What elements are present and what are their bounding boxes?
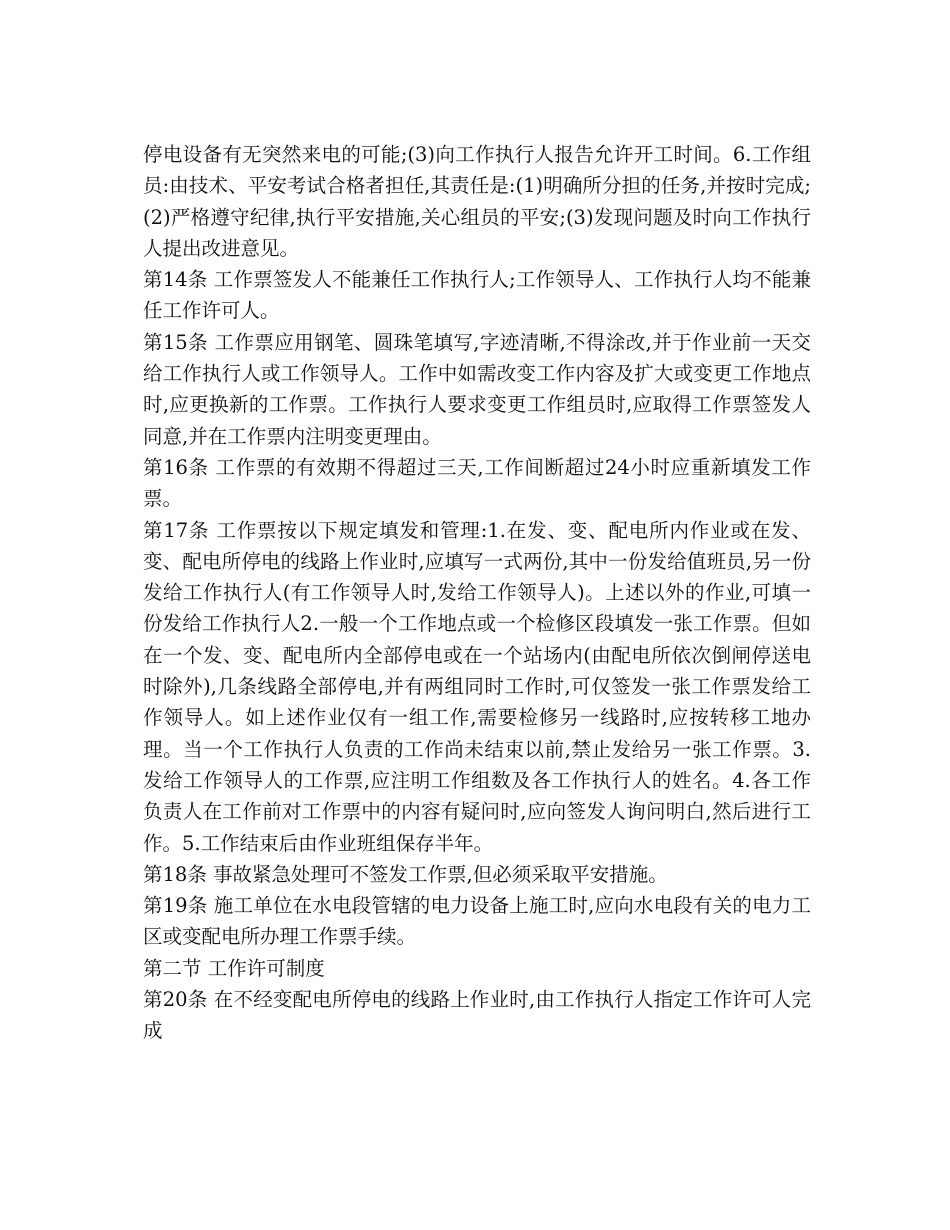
paragraph-article-15: 第15条 工作票应用钢笔、圆珠笔填写,字迹清晰,不得涂改,并于作业前一天交给工作执行人或工作领导人。工作中如需改变工作内容及扩大或变更工作地点时,应更换新的工作票。工作执行人要求变更工作组员时,应取得工作票签发人同意,并在工作票内注明变更理由。 — [143, 330, 811, 448]
paragraph-article-19: 第19条 施工单位在水电段管辖的电力设备上施工时,应向水电段有关的电力工区或变配电所办理工作票手续。 — [143, 894, 811, 949]
paragraph-article-17: 第17条 工作票按以下规定填发和管理:1.在发、变、配电所内作业或在发、变、配电所停电的线路上作业时,应填写一式两份,其中一份发给值班员,另一份发给工作执行人(有工作领导人时,发给工作领导人)。上述以外的作业,可填一份发给工作执行人2.一般一个工作地点或一个检修区段填发一张工作票。但如在一个发、变、配电所内全部停电或在一个站场内(由配电所依次倒闸停送电时除外),几条线路全部停电,并有两组同时工作时,可仅签发一张工作票发给工作领导人。如上述作业仅有一组工作,需要检修另一线路时,应按转移工地办理。当一个工作执行人负责的工作尚未结束以前,禁止发给另一张工作票。3.发给工作领导人的工作票,应注明工作组数及各工作执行人的姓名。4.各工作负责人在工作前对工作票中的内容有疑问时,应向签发人询问明白,然后进行工作。5.工作结束后由作业班组保存半年。 — [143, 518, 811, 855]
paragraph-article-14: 第14条 工作票签发人不能兼任工作执行人;工作领导人、工作执行人均不能兼任工作许可人。 — [143, 268, 811, 323]
paragraph-article-16: 第16条 工作票的有效期不得超过三天,工作间断超过24小时应重新填发工作票。 — [143, 455, 811, 511]
document-body — [143, 139, 811, 1047]
paragraph-article-20: 第20条 在不经变配电所停电的线路上作业时,由工作执行人指定工作许可人完成 — [143, 988, 811, 1043]
section-heading: 第二节 工作许可制度 — [143, 956, 325, 980]
paragraph-article-18: 第18条 事故紧急处理可不签发工作票,但必须采取平安措施。 — [143, 862, 668, 886]
paragraph-continuation: 停电设备有无突然来电的可能;(3)向工作执行人报告允许开工时间。6.工作组员:由技术、平安考试合格者担任,其责任是:(1)明确所分担的任务,并按时完成;(2)严格遵守纪律,执行平安措施,关心组员的平安;(3)发现问题及时向工作执行人提出改进意见。 — [143, 143, 811, 260]
